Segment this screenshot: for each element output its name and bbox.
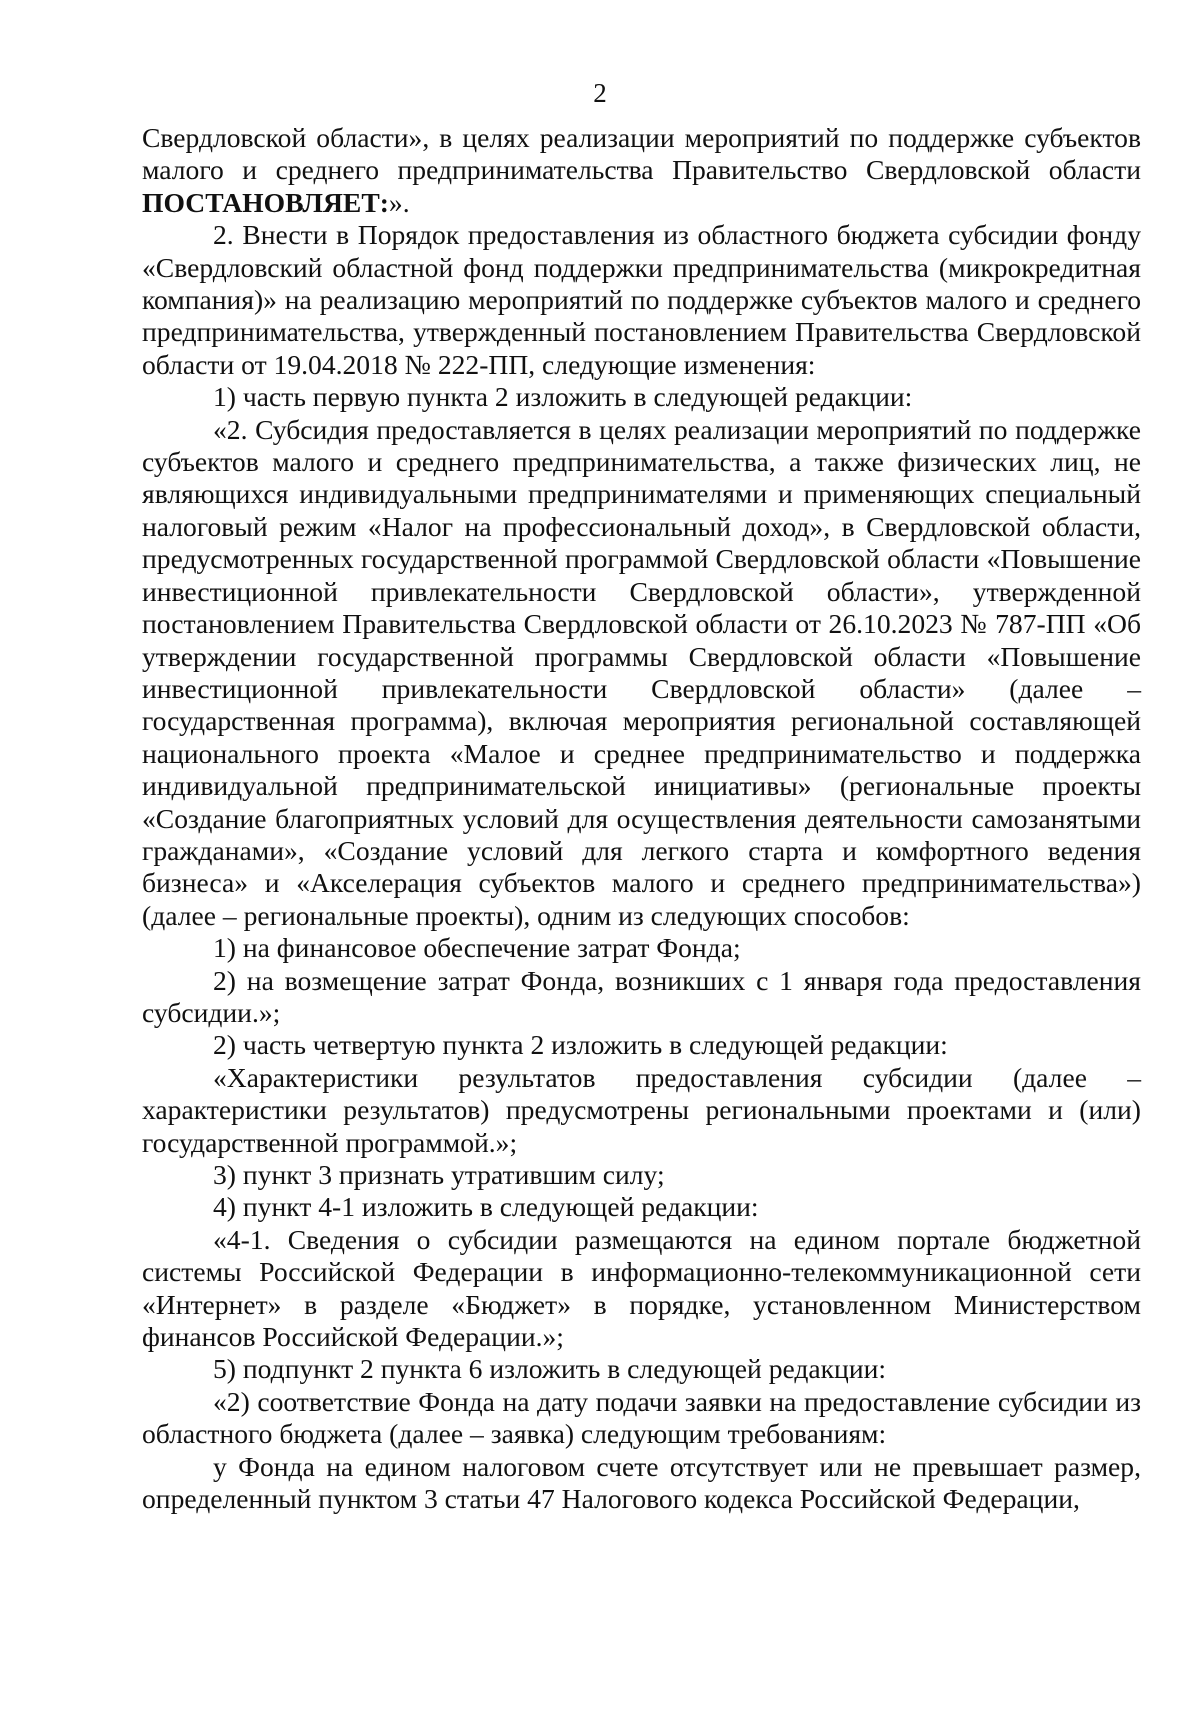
paragraph-quote-4-1: «4-1. Сведения о субсидии размещаются на едином портале бюджетной системы Российской Федерации в информационно-телекоммуникационной сети «Интернет» в разделе «Бюджет» в порядке, установленном Министерством финансов Российской Федерации.»; [142, 1223, 1141, 1353]
paragraph-sub-1: 1) часть первую пункта 2 изложить в следующей редакции: [213, 381, 913, 413]
paragraph-method-1: 1) на финансовое обеспечение затрат Фонда; [213, 932, 741, 964]
document-body [142, 122, 1141, 1515]
paragraph-sub-3: 3) пункт 3 признать утратившим силу; [213, 1159, 665, 1190]
preamble-text: Свердловской области», в целях реализации мероприятий по поддержке субъектов малого и среднего предпринимательства Правительство Свердловской области [142, 122, 1141, 186]
paragraph-item-2: 2. Внести в Порядок предоставления из областного бюджета субсидии фонду «Свердловский областной фонд поддержки предпринимательства (микрокредитная компания)» на реализацию мероприятий по поддержке субъектов малого и среднего предпринимательства, утвержденный постановлением Правительства Свердловской области от 19.04.2018 № 222-ПП, следующие изменения: [142, 219, 1141, 380]
decree-word: ПОСТАНОВЛЯЕТ: [142, 186, 389, 218]
page-number: 2 [593, 78, 607, 108]
paragraph-tax-account: у Фонда на едином налоговом счете отсутствует или не превышает размер, определенный пунктом 3 статьи 47 Налогового кодекса Российской Федерации, [142, 1450, 1141, 1515]
paragraph-quote-2: «2. Субсидия предоставляется в целях реализации мероприятий по поддержке субъектов малого и среднего предпринимательства, а также физических лиц, не являющихся индивидуальными предпринимателями и применяющих специальный налоговый режим «Налог на профессиональный доход», в Свердловской области, предусмотренных государственной программой Свердловской области «Повышение инвестиционной привлекательности Свердловской области», утвержденной постановлением Правительства Свердловской области от 26.10.2023 № 787-ПП «Об утверждении государственной программы Свердловской области «Повышение инвестиционной привлекательности Свердловской области» (далее – государственная программа), включая мероприятия региональной составляющей национального проекта «Малое и среднее предпринимательство и поддержка индивидуальной предпринимательской инициативы» (региональные проекты «Создание благоприятных условий для осуществления деятельности самозанятыми гражданами», «Создание условий для легкого старта и комфортного ведения бизнеса» и «Акселерация субъектов малого и среднего предпринимательства») (далее – региональные проекты), одним из следующих способов: [142, 413, 1141, 931]
paragraph-method-2: 2) на возмещение затрат Фонда, возникших с 1 января года предоставления субсидии.»; [142, 964, 1141, 1028]
paragraph-preamble [142, 122, 1141, 219]
paragraph-sub-4: 4) пункт 4-1 изложить в следующей редакции: [213, 1191, 759, 1223]
paragraph-characteristics: «Характеристики результатов предоставления субсидии (далее – характеристики результатов) предусмотрены региональными проектами и (или) государственной программой.»; [142, 1061, 1141, 1158]
paragraph-quote-2-compliance: «2) соответствие Фонда на дату подачи заявки на предоставление субсидии из областного бюджета (далее – заявка) следующим требованиям: [142, 1385, 1141, 1450]
paragraph-sub-5: 5) подпункт 2 пункта 6 изложить в следующей редакции: [213, 1353, 887, 1385]
preamble-end: ». [388, 186, 410, 218]
paragraph-sub-2: 2) часть четвертую пункта 2 изложить в следующей редакции: [213, 1029, 948, 1061]
